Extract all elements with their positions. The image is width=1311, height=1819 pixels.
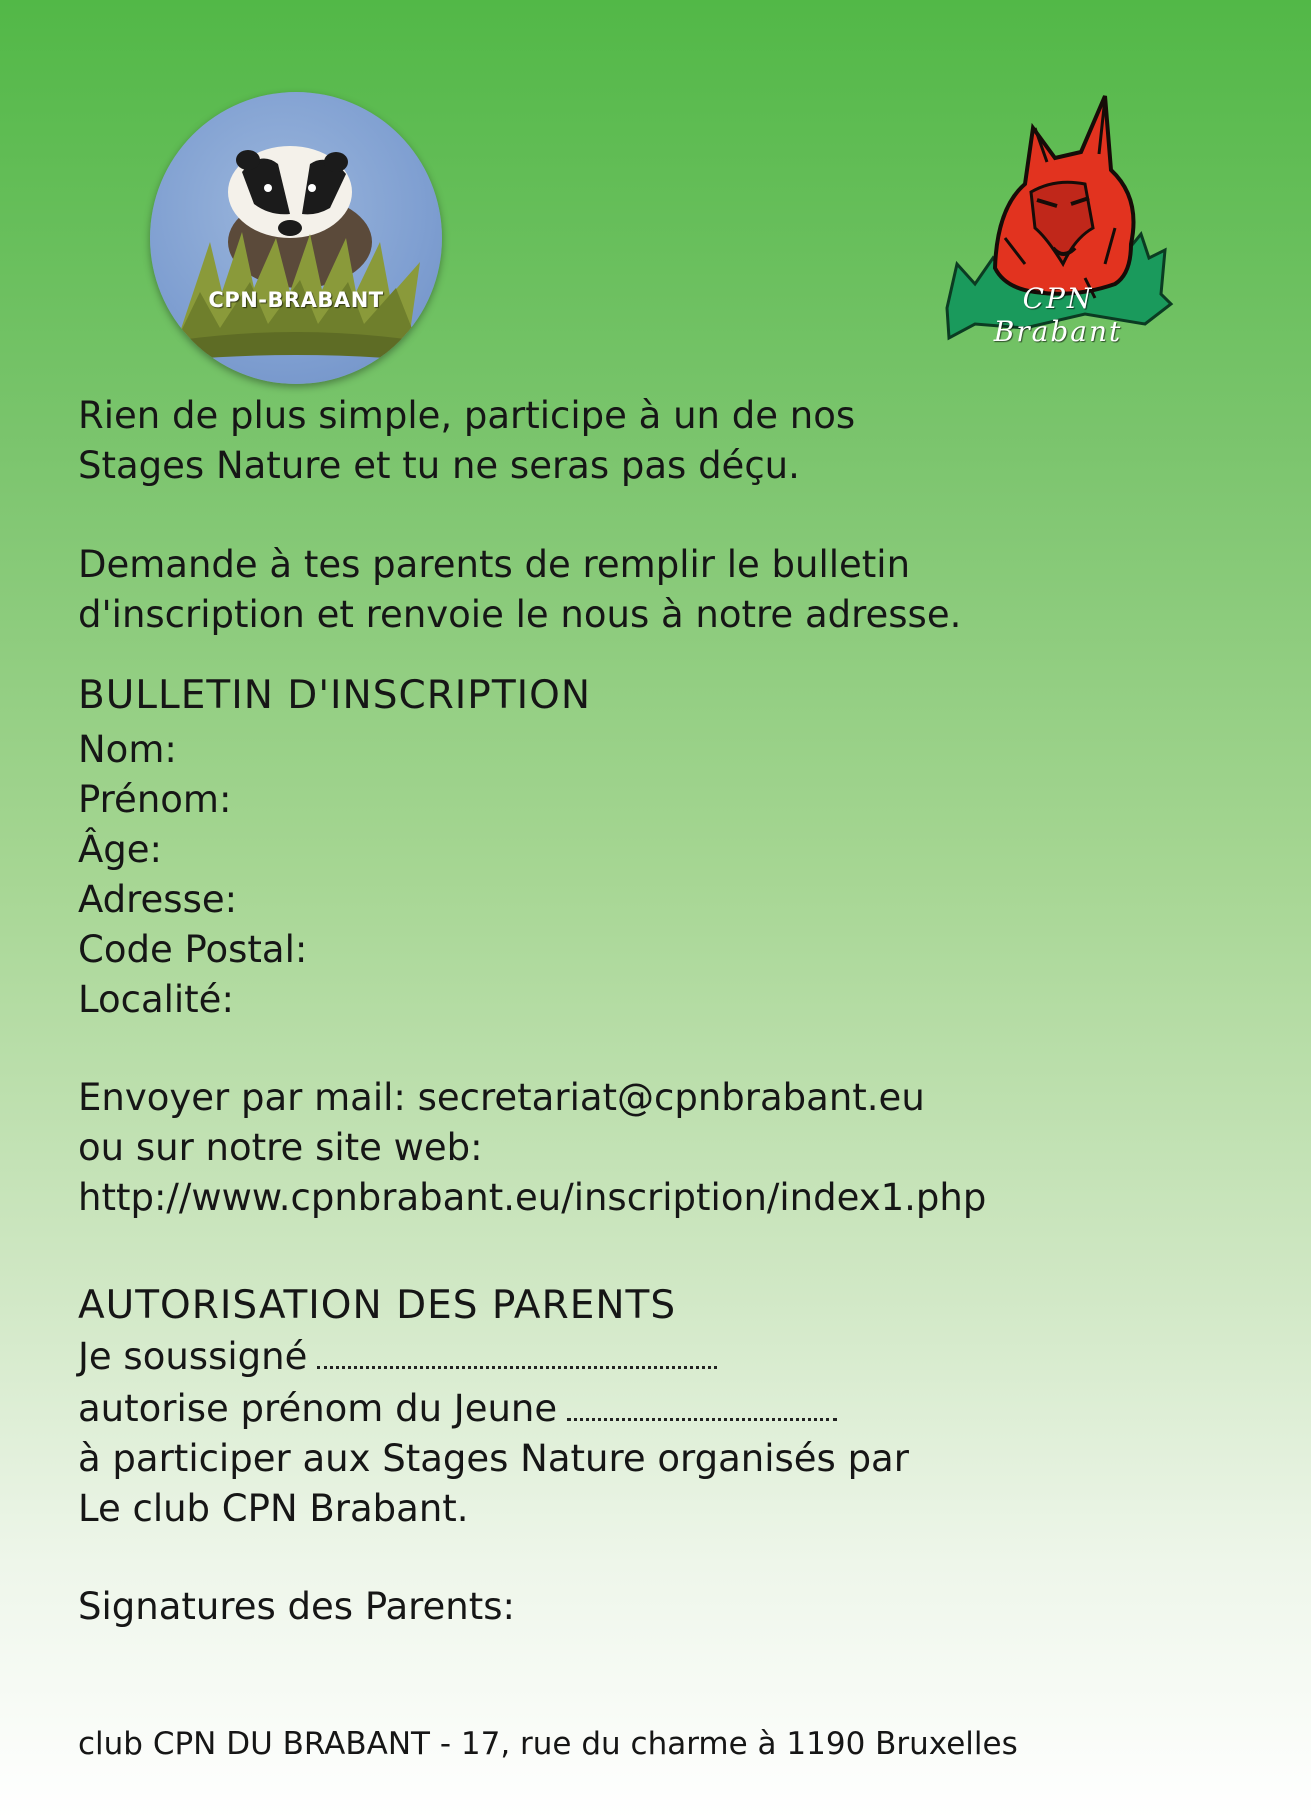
- authorization-line-1: [78, 1332, 717, 1382]
- bulletin-title: BULLETIN D'INSCRIPTION: [78, 673, 592, 718]
- cpn-brabant-badge-logo: [150, 92, 442, 384]
- intro-line-2: Stages Nature et tu ne seras pas déçu.: [78, 444, 800, 487]
- authorization-title: AUTORISATION DES PARENTS: [78, 1283, 677, 1328]
- field-age: Âge:: [78, 828, 163, 871]
- authorization-line-1-text: Je soussigné: [78, 1335, 308, 1378]
- fox-logo-text: CPN Brabant: [993, 282, 1123, 348]
- intro-line-1: Rien de plus simple, participe à un de nos: [78, 394, 856, 437]
- instructions-line-2: d'inscription et renvoie le nous à notre adresse.: [78, 593, 962, 636]
- field-localite: Localité:: [78, 978, 234, 1021]
- send-url: http://www.cpnbrabant.eu/inscription/index1.php: [78, 1176, 987, 1219]
- cpn-brabant-fox-logo: [935, 88, 1175, 350]
- badger-icon: [150, 92, 442, 384]
- footer-address: club CPN DU BRABANT - 17, rue du charme à 1190 Bruxelles: [78, 1726, 1018, 1762]
- fill-in-dots: [317, 1340, 717, 1369]
- field-adresse: Adresse:: [78, 878, 238, 921]
- fill-in-dots: [567, 1392, 837, 1421]
- badge-logo-text: CPN-BRABANT: [208, 288, 384, 312]
- field-nom: Nom:: [78, 728, 177, 771]
- authorization-line-3: à participer aux Stages Nature organisés par: [78, 1437, 909, 1480]
- signatures-label: Signatures des Parents:: [78, 1585, 516, 1628]
- authorization-line-2: [78, 1384, 837, 1434]
- send-line-2: ou sur notre site web:: [78, 1126, 483, 1169]
- instructions-line-1: Demande à tes parents de remplir le bulletin: [78, 543, 911, 586]
- field-code-postal: Code Postal:: [78, 928, 308, 971]
- field-prenom: Prénom:: [78, 778, 232, 821]
- authorization-line-2-text: autorise prénom du Jeune: [78, 1387, 558, 1430]
- send-line-1: Envoyer par mail: secretariat@cpnbrabant.eu: [78, 1076, 925, 1119]
- authorization-line-4: Le club CPN Brabant.: [78, 1487, 469, 1530]
